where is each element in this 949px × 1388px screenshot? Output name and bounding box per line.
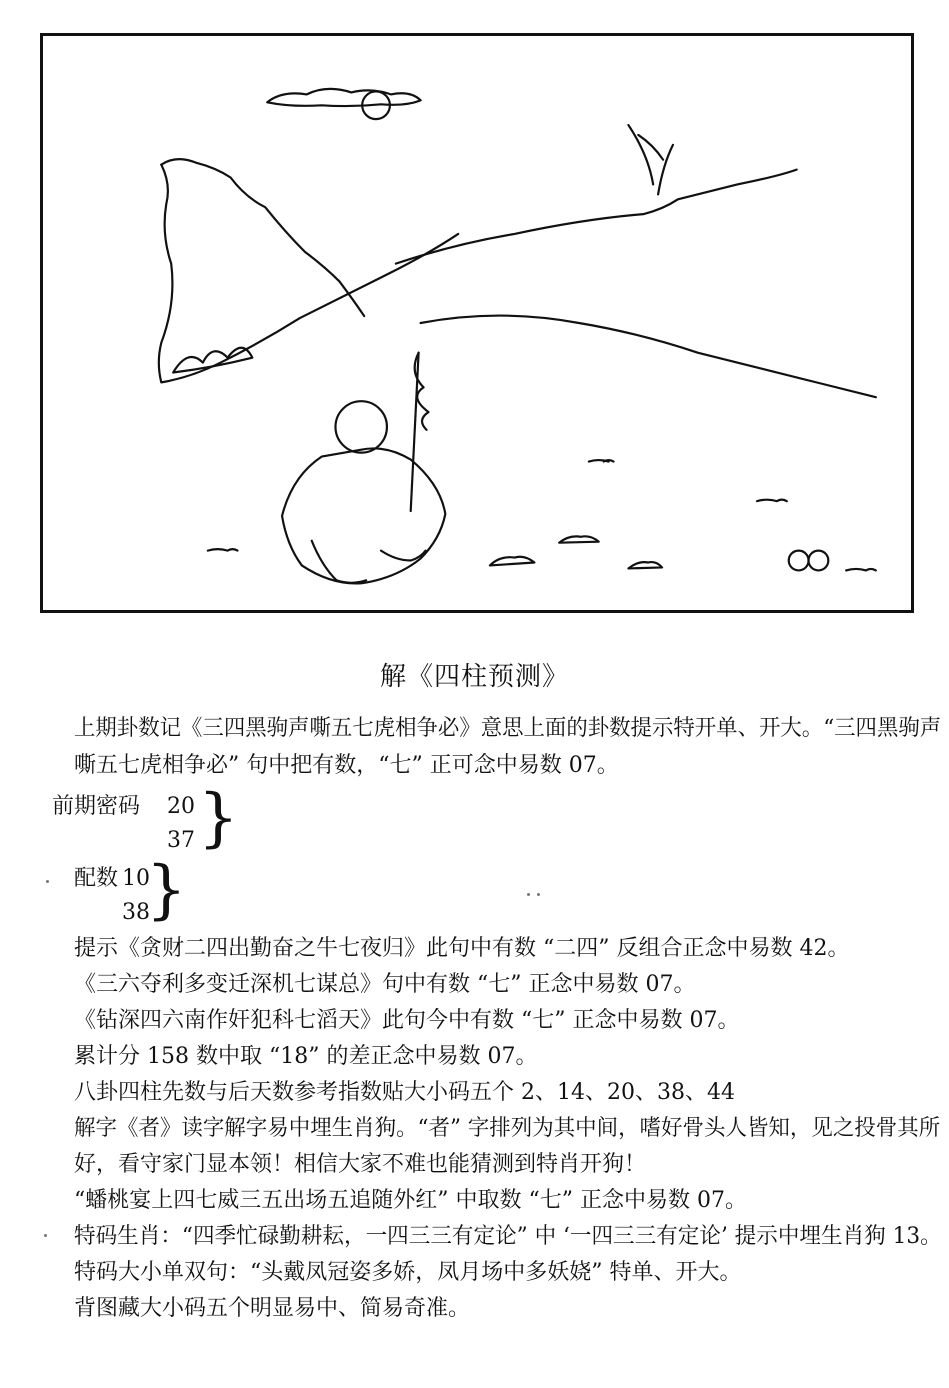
curly-brace-icon: } [198,781,239,855]
grass-tuft [490,557,535,566]
paragraph-line: 《钻深四六南作奸犯科七滔天》此句今中有数 “七” 正念中易数 07。 [74,1008,740,1033]
paragraph-line: 累计分 158 数中取 “18” 的差正念中易数 07。 [74,1044,538,1069]
grass-tuft [559,536,599,542]
match-number: 10 [122,866,150,891]
scan-speck [537,893,540,896]
cloud-shape [267,89,420,106]
grass-tuft [589,460,614,461]
paragraph-line: 好，看守家门显本领！相信大家不难也能猜测到特肖开狗！ [74,1152,647,1177]
grass-tuft [757,500,787,501]
boy-body [282,448,445,583]
previous-code-label: 前期密码 [52,794,141,819]
page-title: 解《四柱预测》 [379,662,569,692]
tree-branch [628,125,673,194]
boy-head [335,401,386,452]
paragraph-line: 特码大小单双句：“头戴凤冠姿多娇，凤月场中多妖娆” 特单、开大。 [74,1260,742,1285]
paragraph-line: 八卦四柱先数与后天数参考指数贴大小码五个 2、14、20、38、44 [74,1080,735,1105]
grass-tuft [628,562,662,568]
previous-code-number: 37 [167,828,195,853]
boy-legs [312,541,426,583]
match-number: 38 [122,900,150,925]
coin-shape [809,551,829,571]
paragraph-line: 提示《贪财二四出勤奋之牛七夜归》此句中有数 “二四” 反组合正念中易数 42。 [74,936,850,961]
boy-with-flag-illustration [43,36,911,610]
paragraph-line: “蟠桃宴上四七威三五出场五追随外红” 中取数 “七” 正念中易数 07。 [74,1188,747,1213]
ridge-line-right [421,316,876,398]
ridge-line [396,170,797,264]
paragraph-line: 背图藏大小码五个明显易中、简易奇准。 [74,1296,471,1321]
paragraph-line: 特码生肖：“四季忙碌勤耕耘，一四三三有定论” 中 ‘一四三三有定论’ 提示中埋生肖狗 13。 [74,1224,942,1249]
paragraph-line: 嘶五七虎相争必” 句中把有数，“七” 正可念中易数 07。 [74,753,619,778]
curly-brace-icon: } [146,853,187,927]
match-numbers-label: 配数 [74,866,119,891]
paragraph-line: 上期卦数记《三四黑驹声嘶五七虎相争必》意思上面的卦数提示特开单、开大。“三四黑驹声 [74,716,942,741]
scan-speck [527,893,530,896]
mountain-left [161,159,364,316]
paragraph-line: 解字《者》读字解字易中埋生肖狗。“者” 字排列为其中间，嗜好骨头人皆知，见之投骨其所 [74,1116,941,1141]
previous-code-number: 20 [167,794,195,819]
grass-tuft [208,549,238,550]
coin-shape [789,551,809,571]
scan-speck [44,1234,47,1237]
illustration-frame [40,33,914,613]
scan-speck [46,880,49,883]
paragraph-line: 《三六夺利多变迁深机七谋总》句中有数 “七” 正念中易数 07。 [74,972,696,997]
